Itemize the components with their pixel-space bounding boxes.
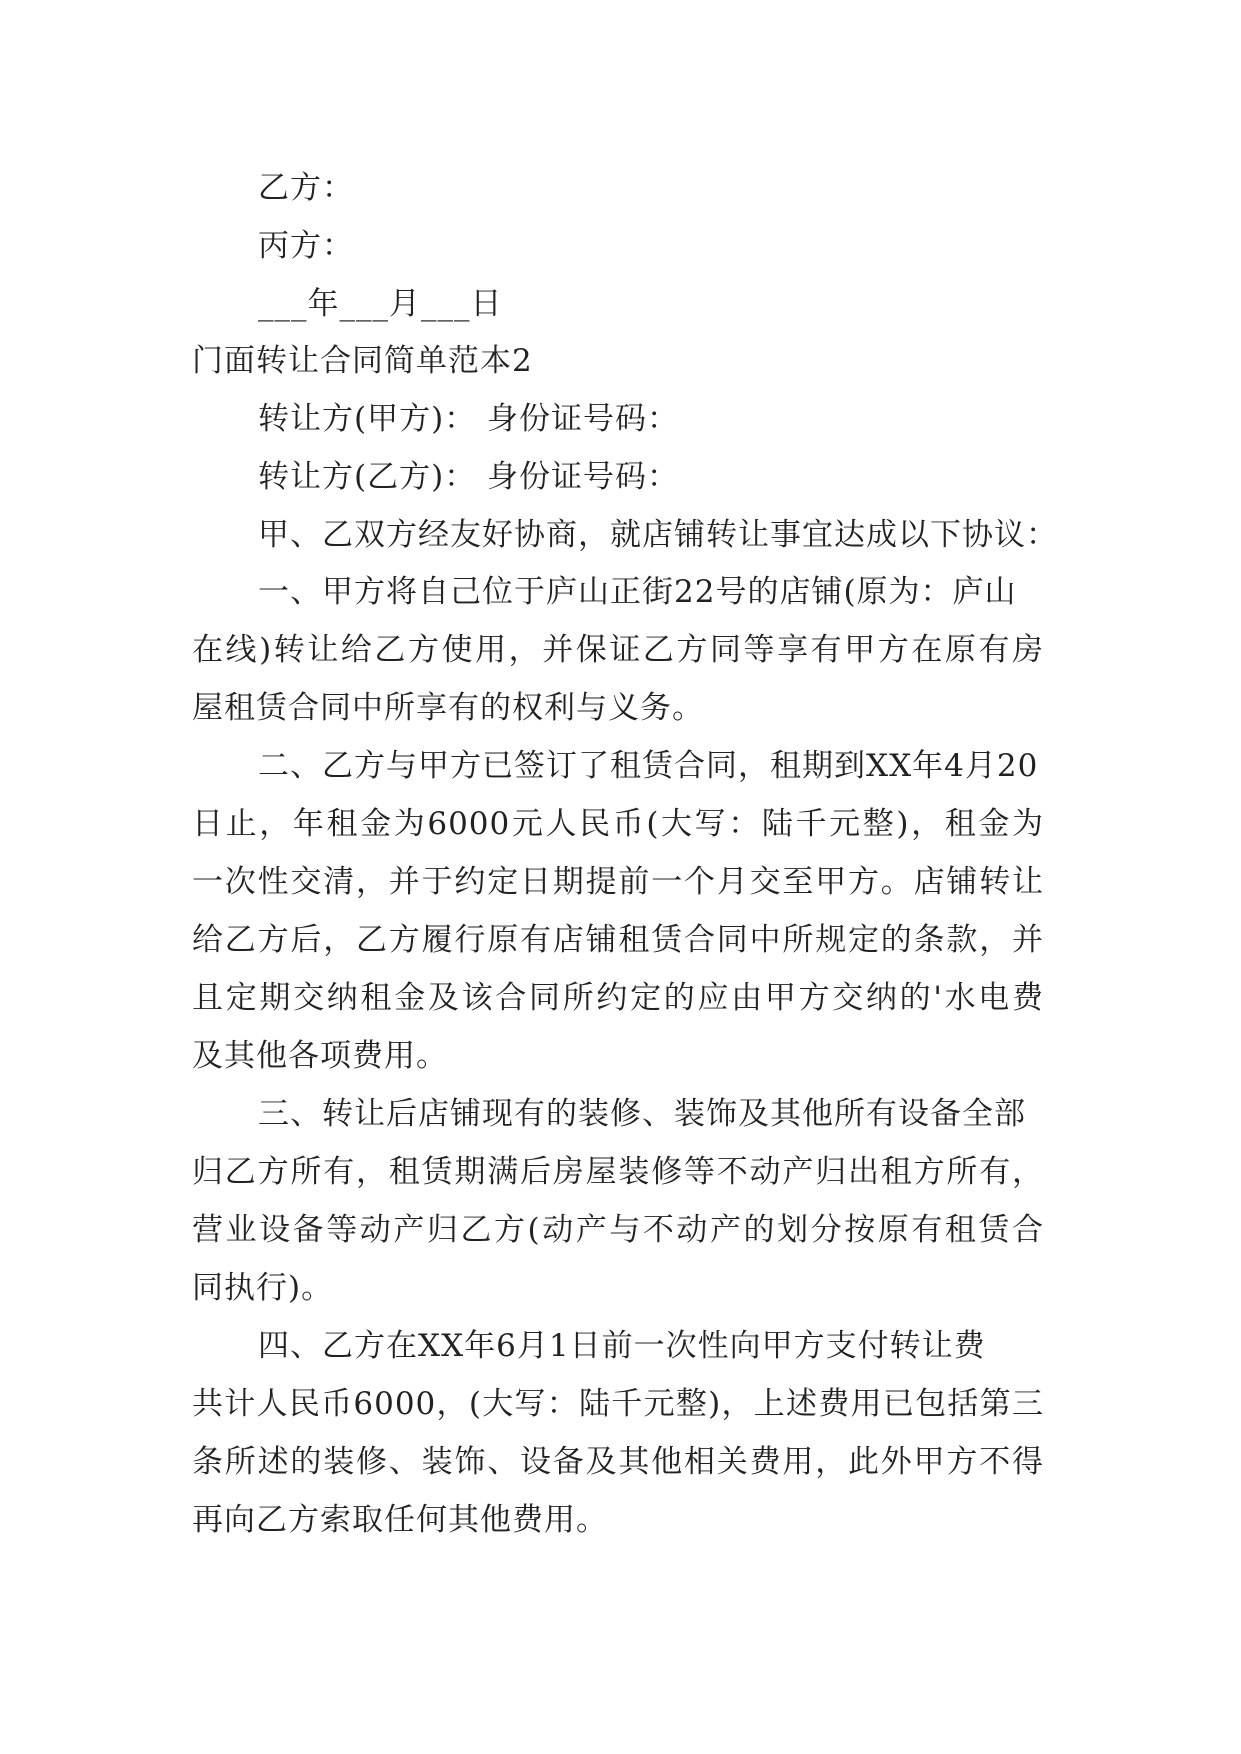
clause1-line: 一、甲方将自己位于庐山正街22号的店铺(原为：庐山 [258,574,1017,610]
clause3-line: 归乙方所有，租赁期满后房屋装修等不动产归出租方所有， [192,1154,1044,1190]
clause2-line: 一次性交清，并于约定日期提前一个月交至甲方。店铺转让 [192,864,1044,900]
clause1-line: 屋租赁合同中所享有的权利与义务。 [192,690,704,726]
signature-date: ___年___月___日 [258,286,503,322]
clause2-line: 且定期交纳租金及该合同所约定的应由甲方交纳的'水电费 [192,980,1044,1016]
document-heading: 门面转让合同简单范本2 [192,343,533,379]
clause2-line: 二、乙方与甲方已签订了租赁合同，租期到XX年4月20 [258,748,1039,784]
clause2-line: 给乙方后，乙方履行原有店铺租赁合同中所规定的条款，并 [192,922,1044,958]
clause4-line: 再向乙方索取任何其他费用。 [192,1502,608,1538]
clause3-line: 营业设备等动产归乙方(动产与不动产的划分按原有租赁合 [192,1212,1044,1248]
intro-paragraph: 甲、乙双方经友好协商，就店铺转让事宜达成以下协议： [258,517,1058,553]
clause1-line: 在线)转让给乙方使用，并保证乙方同等享有甲方在原有房 [192,632,1044,668]
clause4-line: 四、乙方在XX年6月1日前一次性向甲方支付转让费 [258,1328,986,1364]
clause2-line: 日止，年租金为6000元人民币(大写：陆千元整)，租金为 [192,806,1044,842]
signature-party-c: 丙方： [258,228,354,264]
signature-party-b: 乙方： [258,170,354,206]
clause3-line: 三、转让后店铺现有的装修、装饰及其他所有设备全部 [258,1096,1026,1132]
clause3-line: 同执行)。 [192,1270,334,1306]
transferor-line: 转让方(甲方)： 身份证号码： [258,401,680,437]
transferee-line: 转让方(乙方)： 身份证号码： [258,459,680,495]
clause2-line: 及其他各项费用。 [192,1038,448,1074]
clause4-line: 条所述的装修、装饰、设备及其他相关费用，此外甲方不得 [192,1444,1044,1480]
clause4-line: 共计人民币6000，(大写：陆千元整)，上述费用已包括第三 [192,1386,1044,1422]
